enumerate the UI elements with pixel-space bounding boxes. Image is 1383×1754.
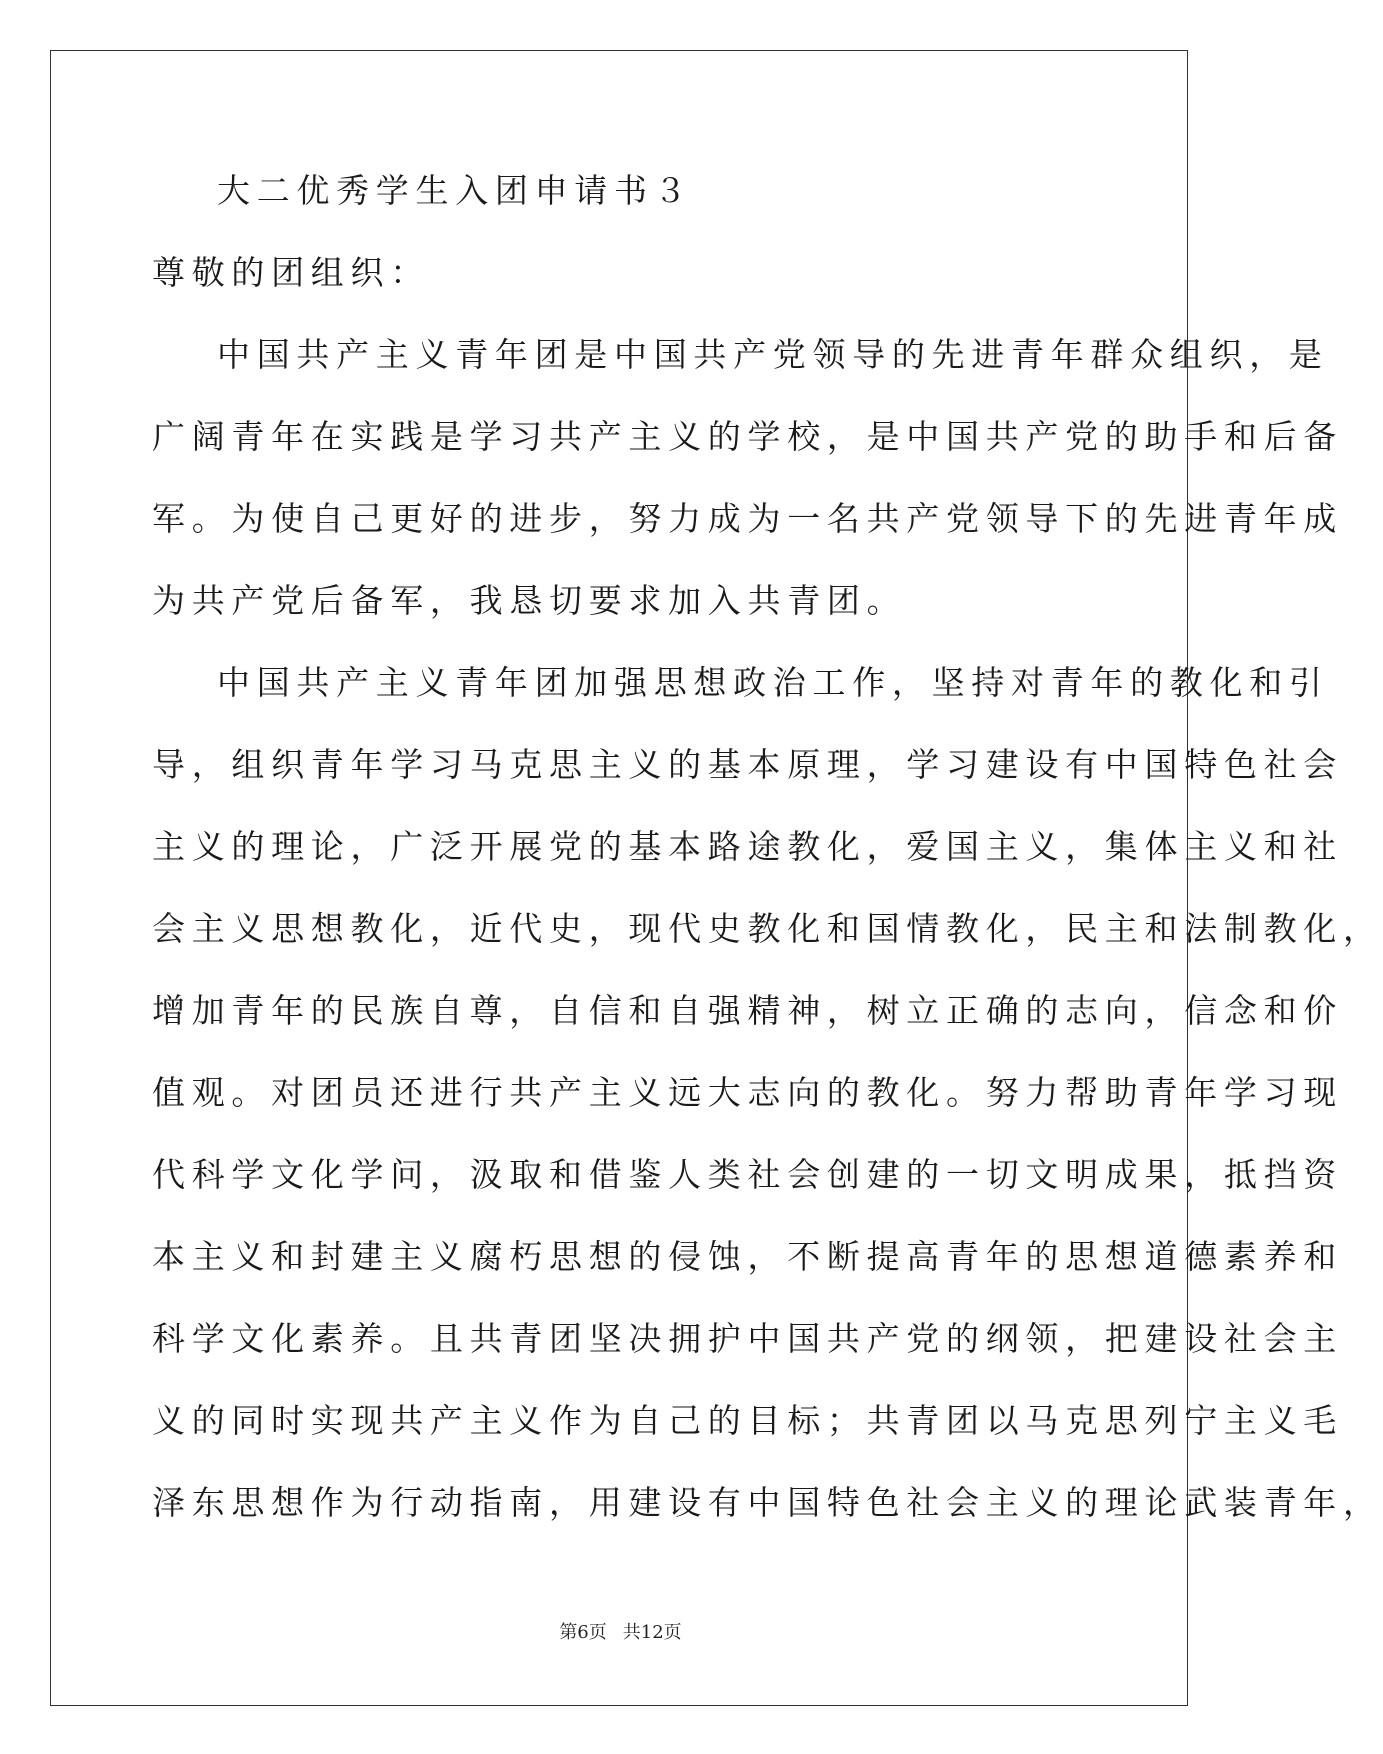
- paragraph-line: 值观。对团员还进行共产主义远大志向的教化。努力帮助青年学习现: [152, 1073, 1343, 1112]
- paragraph-line: 科学文化素养。且共青团坚决拥护中国共产党的纲领，把建设社会主: [152, 1319, 1343, 1358]
- paragraph-line: 义的同时实现共产主义作为自己的目标；共青团以马克思列宁主义毛: [152, 1401, 1343, 1440]
- paragraph-line: 军。为使自己更好的进步，努力成为一名共产党领导下的先进青年成: [152, 499, 1343, 538]
- salutation: 尊敬的团组织：: [152, 253, 430, 292]
- page-total: 共12页: [622, 1622, 682, 1643]
- paragraph-line: 增加青年的民族自尊，自信和自强精神，树立正确的志向，信念和价: [152, 991, 1343, 1030]
- document-title: 大二优秀学生入团申请书３: [217, 171, 694, 210]
- paragraph-line: 泽东思想作为行动指南，用建设有中国特色社会主义的理论武装青年，: [152, 1483, 1383, 1522]
- paragraph-line: 代科学文化学问，汲取和借鉴人类社会创建的一切文明成果，抵挡资: [152, 1155, 1343, 1194]
- paragraph-line: 中国共产主义青年团是中国共产党领导的先进青年群众组织，是: [217, 335, 1329, 374]
- paragraph-line: 为共产党后备军，我恳切要求加入共青团。: [152, 581, 907, 620]
- page-footer: [0, 1618, 1241, 1644]
- paragraph-line: 本主义和封建主义腐朽思想的侵蚀，不断提高青年的思想道德素养和: [152, 1237, 1343, 1276]
- document-body: [152, 169, 1383, 1563]
- paragraph-line: 广阔青年在实践是学习共产主义的学校，是中国共产党的助手和后备: [152, 417, 1343, 456]
- paragraph-line: 会主义思想教化，近代史，现代史教化和国情教化，民主和法制教化，: [152, 909, 1383, 948]
- paragraph-line: 导，组织青年学习马克思主义的基本原理，学习建设有中国特色社会: [152, 745, 1343, 784]
- paragraph-line: 中国共产主义青年团加强思想政治工作，坚持对青年的教化和引: [217, 663, 1329, 702]
- page-number: 第6页: [559, 1622, 607, 1643]
- paragraph-line: 主义的理论，广泛开展党的基本路途教化，爱国主义，集体主义和社: [152, 827, 1343, 866]
